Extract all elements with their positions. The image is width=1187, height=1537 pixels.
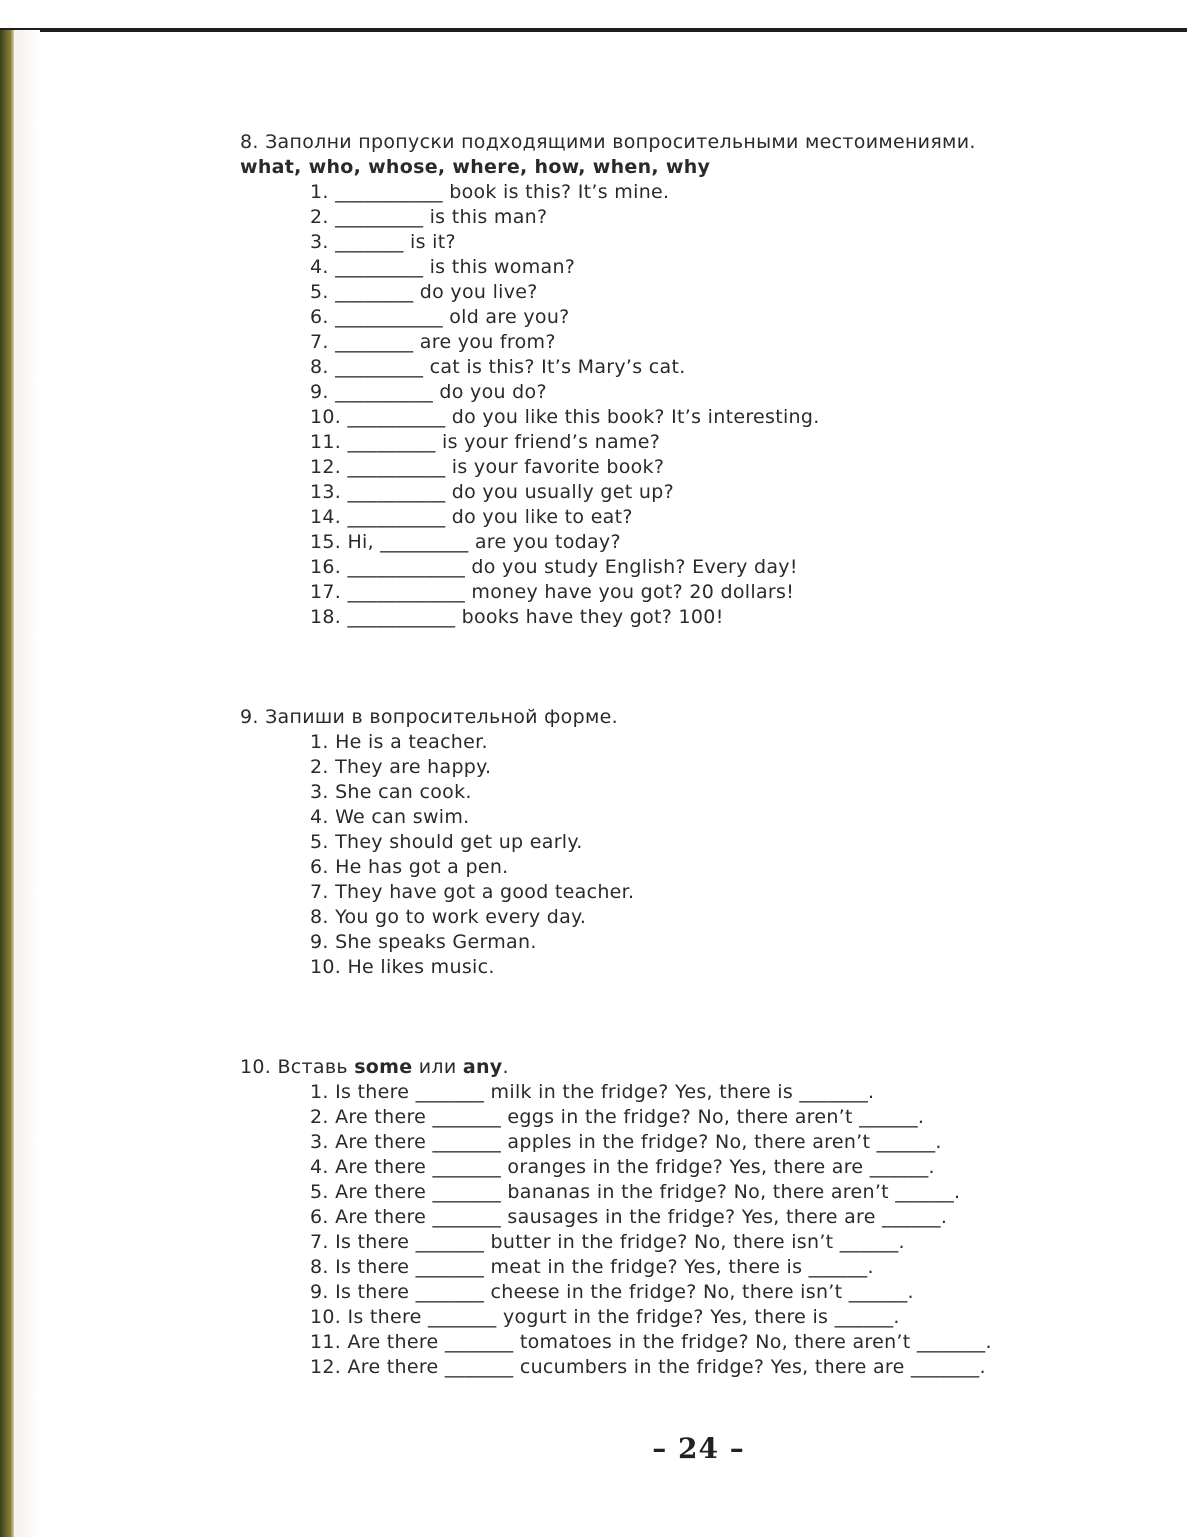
section-9 — [240, 705, 1140, 980]
list-item: 4. Are there _______ oranges in the fridge? Yes, there are ______. — [310, 1156, 935, 1178]
list-item: 6. ___________ old are you? — [310, 306, 570, 328]
scan-left-edge — [0, 30, 14, 1537]
section-spacer — [240, 630, 1140, 705]
list-item: 8. _________ cat is this? It’s Mary’s cat. — [310, 356, 686, 378]
list-item: 3. She can cook. — [310, 781, 472, 803]
list-item: 13. __________ do you usually get up? — [310, 481, 674, 503]
list-item: 9. __________ do you do? — [310, 381, 547, 403]
section-10-heading-suffix: . — [502, 1056, 509, 1078]
list-item: 8. You go to work every day. — [310, 906, 587, 928]
section-8 — [240, 130, 1140, 630]
list-item: 11. Are there _______ tomatoes in the fridge? No, there aren’t _______. — [310, 1331, 992, 1353]
list-item: 12. Are there _______ cucumbers in the fridge? Yes, there are _______. — [310, 1356, 986, 1378]
list-item: 1. Is there _______ milk in the fridge? Yes, there is _______. — [310, 1081, 875, 1103]
list-item: 3. _______ is it? — [310, 231, 456, 253]
list-item: 6. Are there _______ sausages in the fridge? Yes, there are ______. — [310, 1206, 948, 1228]
section-10-items — [240, 1080, 1140, 1380]
list-item: 11. _________ is your friend’s name? — [310, 431, 661, 453]
list-item: 7. They have got a good teacher. — [310, 881, 635, 903]
list-item: 12. __________ is your favorite book? — [310, 456, 665, 478]
list-item: 7. ________ are you from? — [310, 331, 556, 353]
section-8-items — [240, 180, 1140, 630]
scan-top-edge-line — [0, 28, 1187, 32]
list-item: 16. ____________ do you study English? Every day! — [310, 556, 798, 578]
section-10-heading-middle: или — [412, 1056, 463, 1078]
list-item: 2. They are happy. — [310, 756, 492, 778]
scan-top-margin — [0, 0, 1187, 30]
section-9-heading: 9. Запиши в вопросительной форме. — [240, 706, 618, 728]
list-item: 2. _________ is this man? — [310, 206, 548, 228]
list-item: 7. Is there _______ butter in the fridge? No, there isn’t ______. — [310, 1231, 905, 1253]
list-item: 2. Are there _______ eggs in the fridge? No, there aren’t ______. — [310, 1106, 925, 1128]
list-item: 10. Is there _______ yogurt in the fridge? Yes, there is ______. — [310, 1306, 900, 1328]
list-item: 10. He likes music. — [310, 956, 495, 978]
list-item: 9. Is there _______ cheese in the fridge? No, there isn’t ______. — [310, 1281, 914, 1303]
page-number: – 24 – — [652, 1432, 745, 1465]
list-item: 6. He has got a pen. — [310, 856, 509, 878]
list-item: 4. _________ is this woman? — [310, 256, 576, 278]
section-spacer — [240, 980, 1140, 1055]
list-item: 18. ___________ books have they got? 100! — [310, 606, 724, 628]
list-item: 5. They should get up early. — [310, 831, 583, 853]
worksheet-page — [240, 130, 1140, 1380]
list-item: 15. Hi, _________ are you today? — [310, 531, 621, 553]
section-10 — [240, 1055, 1140, 1380]
section-10-keyword-some: some — [354, 1056, 413, 1078]
list-item: 5. ________ do you live? — [310, 281, 538, 303]
section-8-word-bank: what, who, whose, where, how, when, why — [240, 156, 711, 178]
list-item: 8. Is there _______ meat in the fridge? Yes, there is ______. — [310, 1256, 874, 1278]
list-item: 9. She speaks German. — [310, 931, 537, 953]
list-item: 17. ____________ money have you got? 20 dollars! — [310, 581, 795, 603]
section-10-heading — [240, 1055, 1140, 1080]
list-item: 1. He is a teacher. — [310, 731, 488, 753]
section-9-items — [240, 730, 1140, 980]
list-item: 14. __________ do you like to eat? — [310, 506, 633, 528]
list-item: 1. ___________ book is this? It’s mine. — [310, 181, 670, 203]
list-item: 4. We can swim. — [310, 806, 470, 828]
section-8-heading: 8. Заполни пропуски подходящими вопросительными местоимениями. — [240, 131, 976, 153]
list-item: 5. Are there _______ bananas in the fridge? No, there aren’t ______. — [310, 1181, 961, 1203]
section-10-heading-prefix: 10. Вставь — [240, 1056, 355, 1078]
list-item: 10. __________ do you like this book? It’s interesting. — [310, 406, 820, 428]
list-item: 3. Are there _______ apples in the fridge? No, there aren’t ______. — [310, 1131, 942, 1153]
section-10-keyword-any: any — [462, 1056, 503, 1078]
